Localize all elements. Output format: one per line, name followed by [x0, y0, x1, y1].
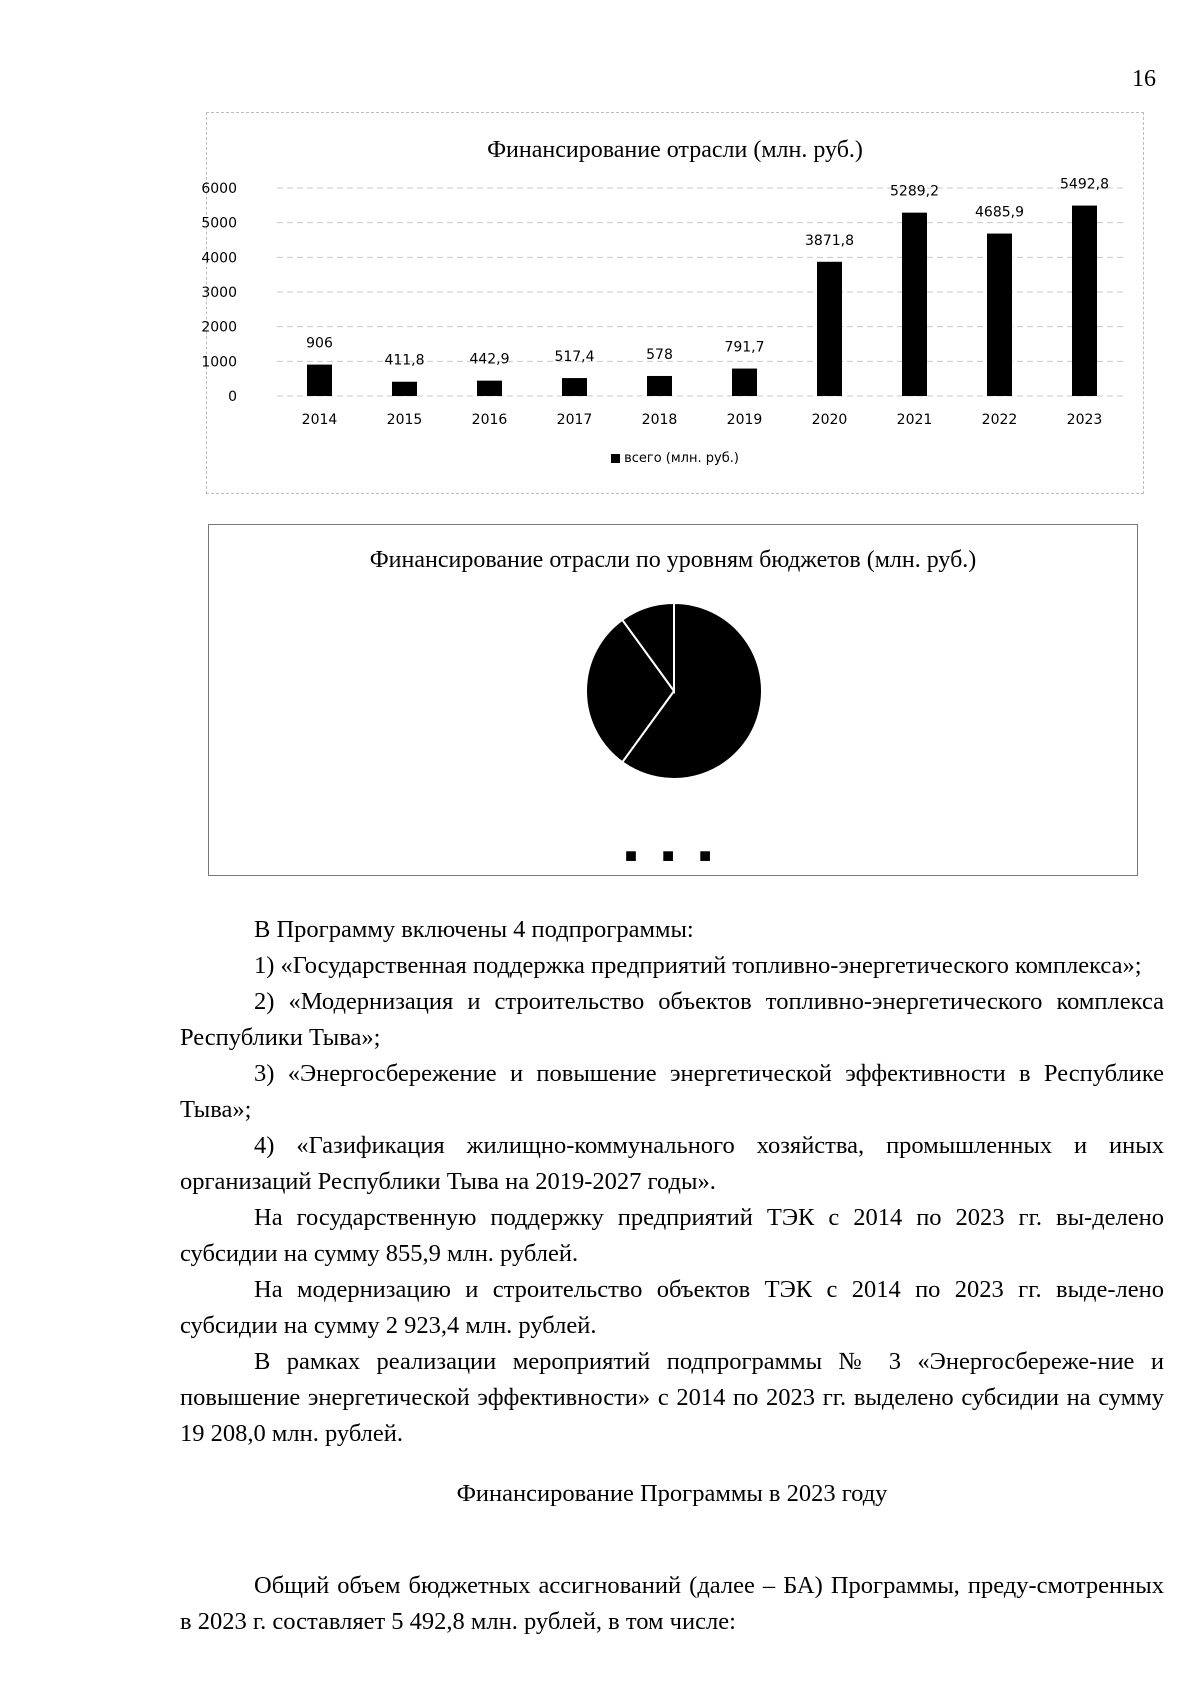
bar — [392, 382, 417, 396]
bar — [817, 262, 842, 396]
bar-chart-title: Финансирование отрасли (млн. руб.) — [487, 137, 863, 163]
y-tick-label: 2000 — [201, 319, 237, 336]
data-label: 4685,9 — [975, 204, 1024, 221]
section-heading: Финансирование Программы в 2023 году — [456, 1480, 888, 1507]
paragraph: В Программу включены 4 подпрограммы: — [254, 916, 694, 943]
bar — [1072, 206, 1097, 396]
bar-chart-legend — [207, 451, 1143, 466]
pie-chart — [208, 524, 1138, 876]
paragraph: 1) «Государственная поддержка предприятий топливно-энергетического комплекса»; — [254, 952, 1142, 979]
bar-chart — [201, 112, 1144, 494]
closing-text — [180, 1568, 1164, 1640]
paragraph: 2) «Модернизация и строительство объектов топливно-энергетического комплекса Республики Тыва»; — [180, 988, 1164, 1051]
legend-label: всего (млн. руб.) — [624, 451, 739, 466]
data-label: 578 — [646, 346, 673, 363]
y-tick-label: 5000 — [201, 215, 237, 232]
x-tick-label: 2021 — [896, 412, 933, 428]
y-tick-label: 1000 — [201, 354, 237, 371]
paragraph: На модернизацию и строительство объектов ТЭК с 2014 по 2023 гг. выде-лено субсидии на сумму 2 923,4 млн. рублей. — [180, 1276, 1164, 1339]
y-tick-label: 3000 — [201, 285, 237, 301]
data-label: 442,9 — [469, 351, 510, 368]
paragraph: Общий объем бюджетных ассигнований (далее – БА) Программы, преду-смотренных в 2023 г. составляет 5 492,8 млн. рублей, в том числе: — [180, 1572, 1164, 1635]
section-heading-block — [180, 1476, 1164, 1512]
paragraph: На государственную поддержку предприятий ТЭК с 2014 по 2023 гг. вы-делено субсидии на сумму 855,9 млн. рублей. — [180, 1204, 1164, 1267]
x-tick-label: 2023 — [1066, 412, 1103, 428]
data-label: 5289,2 — [890, 183, 939, 200]
bar — [307, 365, 332, 396]
pie-chart-title: Финансирование отрасли по уровням бюджетов (млн. руб.) — [369, 547, 977, 573]
y-tick-label: 4000 — [201, 250, 237, 267]
data-label: 791,7 — [724, 339, 765, 356]
x-tick-label: 2019 — [726, 412, 763, 428]
x-tick-label: 2017 — [556, 412, 593, 428]
pie-chart-svg — [209, 525, 1139, 825]
x-tick-label: 2014 — [301, 412, 338, 428]
y-tick-label: 6000 — [201, 181, 237, 197]
bar — [562, 378, 587, 396]
bar — [987, 234, 1012, 396]
data-label: 906 — [306, 335, 333, 352]
x-tick-label: 2018 — [641, 412, 678, 428]
bar — [477, 381, 502, 396]
paragraph: 4) «Газификация жилищно-коммунального хозяйства, промышленных и иных организаций Республики Тыва на 2019-2027 годы». — [180, 1132, 1164, 1195]
bar — [647, 376, 672, 396]
bar — [902, 213, 927, 396]
data-label: 5492,8 — [1060, 176, 1109, 193]
x-tick-label: 2016 — [471, 412, 508, 428]
data-label: 517,4 — [554, 349, 595, 366]
bar-chart-svg — [201, 113, 1145, 443]
x-tick-label: 2015 — [386, 412, 423, 428]
body-text — [180, 912, 1164, 1452]
paragraph: 3) «Энергосбережение и повышение энергетической эффективности в Республике Тыва»; — [180, 1060, 1164, 1123]
y-tick-label: 0 — [228, 389, 237, 405]
bar — [732, 369, 757, 396]
data-label: 411,8 — [384, 352, 425, 369]
pie-chart-legend: ■ ■ ■ — [624, 845, 722, 867]
x-tick-label: 2022 — [981, 412, 1018, 428]
page-number: 16 — [1132, 66, 1156, 92]
data-label: 3871,8 — [805, 232, 854, 249]
paragraph: В рамках реализации мероприятий подпрограммы № 3 «Энергосбереже-ние и повышение энергетической эффективности» с 2014 по 2023 гг. выделено субсидии на сумму 19 208,0 млн. рублей. — [180, 1348, 1164, 1447]
legend-swatch-icon — [611, 454, 620, 463]
x-tick-label: 2020 — [811, 412, 848, 428]
